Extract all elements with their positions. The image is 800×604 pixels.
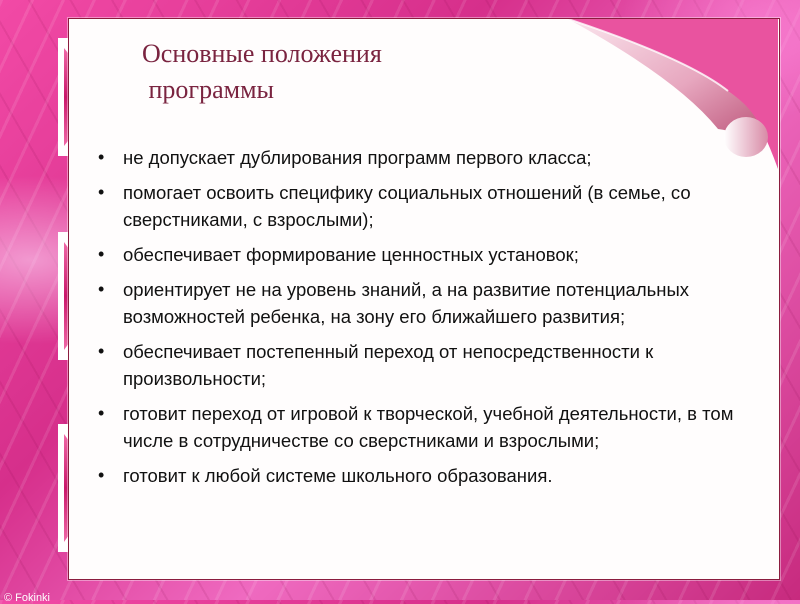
bullet-dot-icon: • <box>98 244 105 264</box>
bullet-item <box>96 241 736 268</box>
bullet-text: готовит к любой системе школьного образования. <box>123 465 553 486</box>
bullet-item <box>96 179 736 233</box>
bullet-dot-icon: • <box>98 403 105 423</box>
bullet-text: не допускает дублирования программ первого класса; <box>123 147 592 168</box>
bullet-dot-icon: • <box>98 147 105 167</box>
slide-title: Основные положения программы <box>142 39 382 104</box>
bullet-item <box>96 462 736 489</box>
bullet-dot-icon: • <box>98 279 105 299</box>
bullet-list <box>96 144 736 497</box>
bullet-item <box>96 276 736 330</box>
bullet-text: обеспечивает формирование ценностных установок; <box>123 244 579 265</box>
bullet-dot-icon: • <box>98 182 105 202</box>
bullet-text: готовит переход от игровой к творческой, учебной деятельности, в том числе в сотрудничестве со сверстниками и взрослыми; <box>123 403 734 451</box>
bullet-item <box>96 144 736 171</box>
bullet-dot-icon: • <box>98 465 105 485</box>
bullet-text: ориентирует не на уровень знаний, а на развитие потенциальных возможностей ребенка, на зону его ближайшего развития; <box>123 279 690 327</box>
bullet-dot-icon: • <box>98 341 105 361</box>
bullet-item <box>96 400 736 454</box>
bullet-text: обеспечивает постепенный переход от непосредственности к произвольности; <box>123 341 654 389</box>
bullet-item <box>96 338 736 392</box>
watermark-text: © Fokinki <box>4 592 51 604</box>
bullet-text: помогает освоить специфику социальных отношений (в семье, со сверстниками, с взрослыми); <box>123 182 691 230</box>
